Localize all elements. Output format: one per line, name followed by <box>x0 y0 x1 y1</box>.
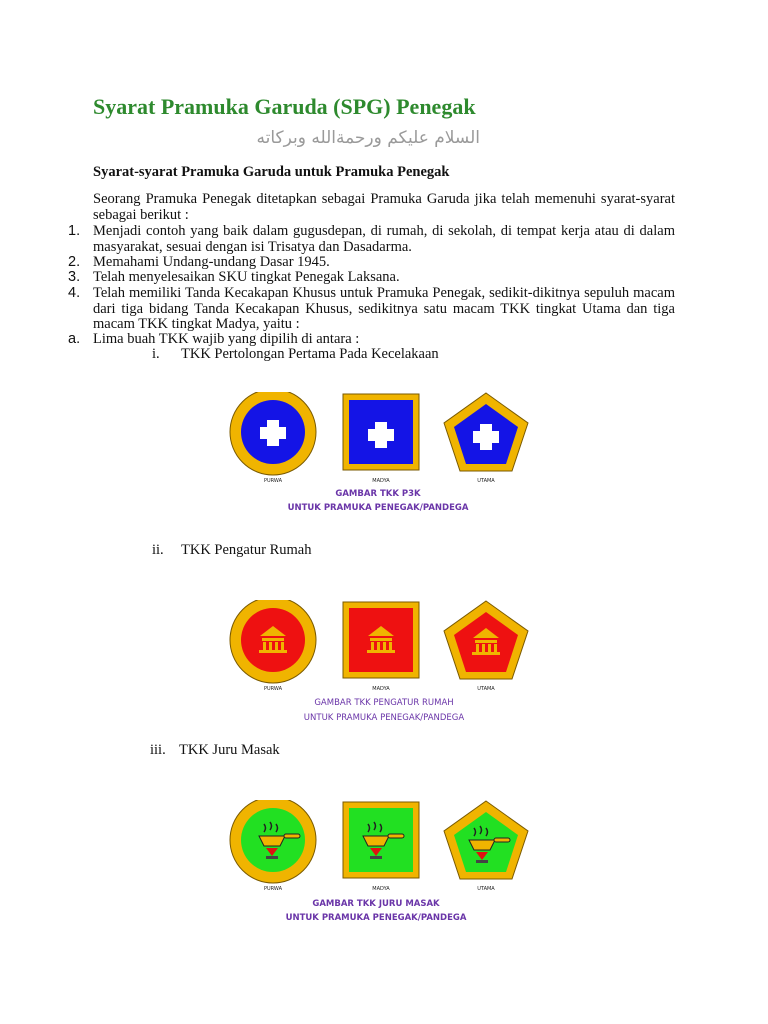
badge-utama <box>444 393 528 471</box>
intro-paragraph: Seorang Pramuka Penegak ditetapkan sebagai Pramuka Garuda jika telah memenuhi syarat-syarat sebagai berikut : <box>93 191 675 223</box>
list-text: Telah menyelesaikan SKU tingkat Penegak Laksana. <box>93 269 400 285</box>
badge-madya <box>343 394 419 470</box>
tkk-name: TKK Pengatur Rumah <box>181 542 312 558</box>
badge-label: MADYA <box>372 478 390 484</box>
section-heading: Syarat-syarat Pramuka Garuda untuk Pramuka Penegak <box>93 164 450 180</box>
badge-figure <box>228 392 540 518</box>
badge-madya <box>343 802 419 878</box>
list-marker: 1. <box>68 223 81 239</box>
badge-utama <box>444 801 528 879</box>
list-item <box>68 270 675 286</box>
badge-label: PURWA <box>263 886 283 892</box>
badge-label: PURWA <box>263 686 283 692</box>
badge-figure <box>228 600 540 726</box>
list-marker: 4. <box>68 285 81 301</box>
list-marker: a. <box>68 331 81 347</box>
figure-caption: UNTUK PRAMUKA PENEGAK/PANDEGA <box>287 503 469 513</box>
tkk-numeral: ii. <box>152 542 164 558</box>
tkk-pengatur-rumah-badges <box>228 600 540 726</box>
badge-label: PURWA <box>263 478 283 484</box>
list-marker: 2. <box>68 254 81 270</box>
list-marker: 3. <box>68 269 81 285</box>
badge-madya <box>343 602 419 678</box>
list-item <box>68 224 675 255</box>
figure-caption: UNTUK PRAMUKA PENEGAK/PANDEGA <box>285 913 467 923</box>
arabic-greeting: السلام عليكم ورحمةالله وبركاته <box>256 128 480 148</box>
tkk-name: TKK Juru Masak <box>179 742 280 758</box>
badge-purwa <box>230 600 316 683</box>
page-title: Syarat Pramuka Garuda (SPG) Penegak <box>93 94 476 119</box>
list-text: Menjadi contoh yang baik dalam gugusdepan, di rumah, di sekolah, di tempat kerja atau di dalam masyarakat, sesuai dengan isi Trisatya dan Dasadarma. <box>93 223 675 255</box>
list-text: Lima buah TKK wajib yang dipilih di antara : <box>93 331 360 347</box>
badge-label: UTAMA <box>477 886 495 892</box>
list-text: Telah memiliki Tanda Kecakapan Khusus untuk Pramuka Penegak, sedikit-dikitnya sepuluh macam dari tiga bidang Tanda Kecakapan Khusus, sedikitnya satu macam TKK tingkat Utama dan tiga macam TKK tingkat Madya, yaitu : <box>93 285 675 332</box>
figure-caption: GAMBAR TKK PENGATUR RUMAH <box>314 698 454 708</box>
badge-label: UTAMA <box>477 686 495 692</box>
list-text: Memahami Undang-undang Dasar 1945. <box>93 254 330 270</box>
badge-label: MADYA <box>372 886 390 892</box>
badge-utama <box>444 601 528 679</box>
tkk-name: TKK Pertolongan Pertama Pada Kecelakaan <box>181 346 439 362</box>
tkk-numeral: i. <box>152 346 160 362</box>
badge-purwa <box>230 392 316 475</box>
tkk-p3k-badges <box>228 392 540 518</box>
badge-label: MADYA <box>372 686 390 692</box>
tkk-numeral: iii. <box>150 742 166 758</box>
badge-label: UTAMA <box>477 478 495 484</box>
list-item <box>68 286 675 333</box>
badge-figure <box>228 800 540 926</box>
tkk-juru-masak-badges <box>228 800 540 926</box>
figure-caption: UNTUK PRAMUKA PENEGAK/PANDEGA <box>303 713 465 723</box>
figure-caption: GAMBAR TKK JURU MASAK <box>312 899 440 909</box>
figure-caption: GAMBAR TKK P3K <box>335 489 421 499</box>
badge-purwa <box>230 800 316 883</box>
